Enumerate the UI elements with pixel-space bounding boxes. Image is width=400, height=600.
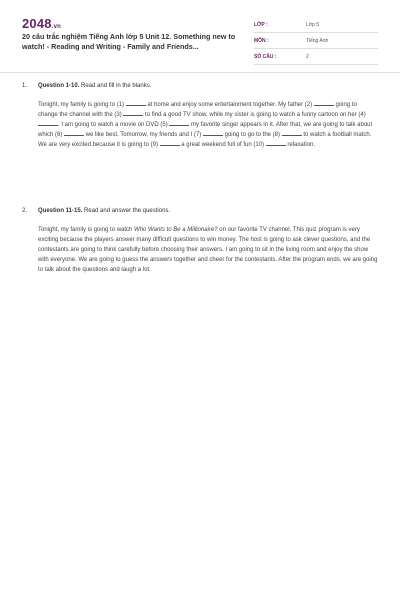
blank-10[interactable] <box>266 140 286 146</box>
passage-text: Tonight, my family is going to watch <box>38 227 135 233</box>
question-instruction: Read and fill in the blanks. <box>81 83 152 89</box>
passage-segment: my favorite singer appears in it. After that, we are going to talk about which (6) <box>38 122 373 138</box>
question-instruction: Read and answer the questions. <box>84 208 171 214</box>
question-label: Question 11-15. <box>38 208 83 214</box>
blank-9[interactable] <box>160 140 180 146</box>
question-heading <box>22 207 378 216</box>
meta-row-count <box>254 49 378 65</box>
blank-8[interactable] <box>282 130 302 136</box>
logo-suffix: .vn <box>51 24 62 30</box>
blank-4[interactable] <box>38 120 58 126</box>
meta-value: 2 <box>306 54 309 60</box>
passage-segment: to find a good TV show, while my sister is going to watch a funny cartoon on her (4) <box>143 112 366 118</box>
blank-1[interactable] <box>126 100 146 106</box>
passage-segment: Tonight, my family is going to (1) <box>38 102 126 108</box>
passage-segment: . I am going to watch a movie on DVD (5) <box>58 122 170 128</box>
passage-segment: we like best. Tomorrow, my friends and I (7) <box>84 132 203 138</box>
passage-paragraph <box>38 225 378 275</box>
passage-segment: at home and enjoy some entertainment together. My father (2) <box>145 102 314 108</box>
header-divider <box>0 72 400 73</box>
meta-table <box>254 17 378 65</box>
passage-segment: going to change the channel with the (3) <box>38 102 357 118</box>
passage-segment: going to go to the (8) <box>222 132 282 138</box>
passage-segment: relaxation. <box>285 142 316 148</box>
passage-paragraph <box>38 100 378 150</box>
meta-value: Tiếng Anh <box>306 38 329 44</box>
blank-6[interactable] <box>64 130 84 136</box>
document-title: 20 câu trắc nghiệm Tiếng Anh lớp 5 Unit 12. Something new to watch! - Reading and Writing - Family and Friends... <box>22 32 236 51</box>
document-header <box>22 14 378 60</box>
question-number: 2. <box>22 208 28 214</box>
program-title: Who Wants to Be a Millionaire? <box>134 227 218 233</box>
meta-row-class <box>254 17 378 33</box>
question-heading <box>22 82 378 91</box>
blank-7[interactable] <box>203 130 223 136</box>
blank-5[interactable] <box>169 120 189 126</box>
meta-key: SỐ CÂU : <box>254 54 277 60</box>
question-number: 1. <box>22 83 28 89</box>
blank-2[interactable] <box>314 100 334 106</box>
question-passage <box>38 225 378 275</box>
question-label: Question 1-10. <box>38 83 80 89</box>
passage-segment: to watch a football match. We are very excited because it is going to (9) <box>38 132 372 148</box>
question-block-2 <box>22 207 378 275</box>
passage-segment: a great weekend full of fun (10) <box>179 142 266 148</box>
meta-row-subject <box>254 33 378 49</box>
blank-3[interactable] <box>123 110 143 116</box>
logo-main: 2048 <box>22 16 52 31</box>
meta-value: Lớp 5 <box>306 22 320 28</box>
passage-text: on our favorite TV channel. This quiz program is very exciting because the players answer many difficult questions to win money. The host is going to ask clever questions, and the contestants are going to think carefully before choosing their answers. I am going to sit in the living room and enjoy the show with everyone. We are going to guess the answers together and cheer for the contestants. After the program ends, we are going to talk about the questions and laugh a lot. <box>38 227 378 273</box>
site-logo[interactable] <box>22 16 61 31</box>
question-passage <box>38 100 378 150</box>
meta-key: MÔN : <box>254 38 269 44</box>
question-block-1 <box>22 82 378 150</box>
meta-key: LỚP : <box>254 22 268 28</box>
